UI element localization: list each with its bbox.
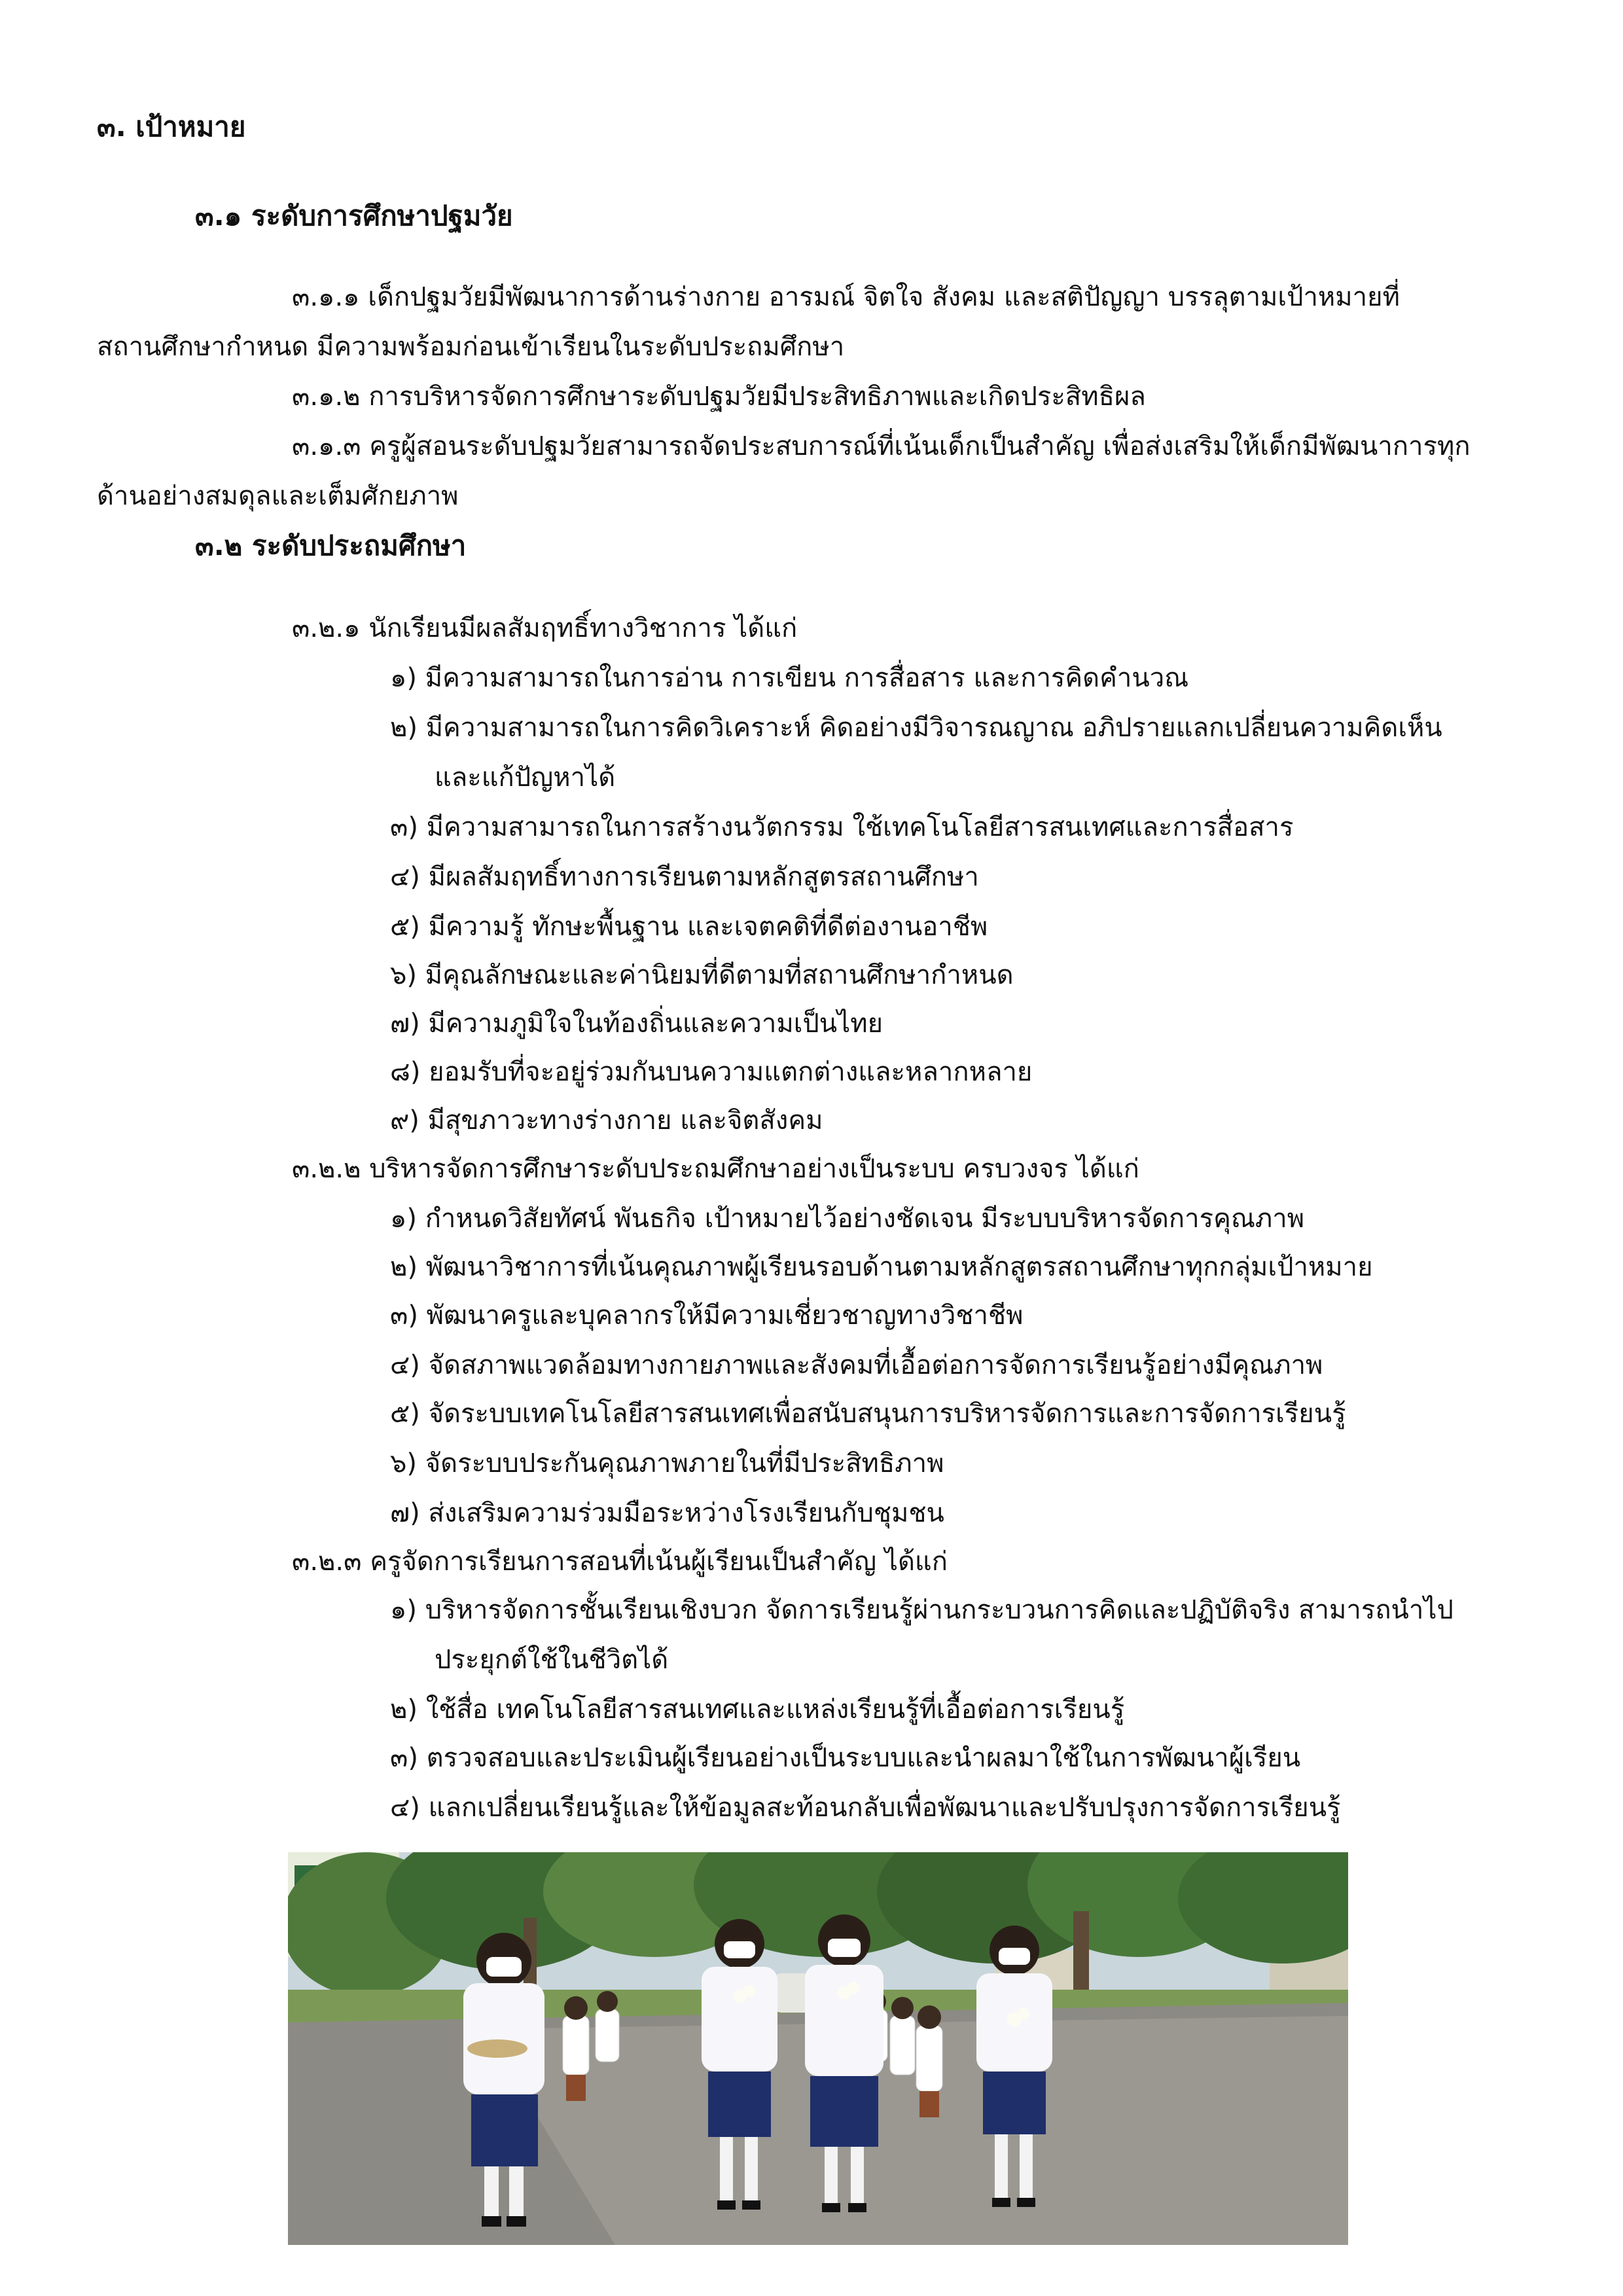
list-item: ๓) พัฒนาครูและบุคลากรให้มีความเชี่ยวชาญทางวิชาชีพ (390, 1300, 1024, 1331)
list-item: ๓) ตรวจสอบและประเมินผู้เรียนอย่างเป็นระบบและนำผลมาใช้ในการพัฒนาผู้เรียน (390, 1743, 1301, 1773)
list-item: ๕) มีความรู้ ทักษะพื้นฐาน และเจตคติที่ดีต่องานอาชีพ (390, 912, 988, 942)
list-item: ๖) จัดระบบประกันคุณภาพภายในที่มีประสิทธิภาพ (390, 1448, 944, 1479)
list-item: ๑) บริหารจัดการชั้นเรียนเชิงบวก จัดการเรียนรู้ผ่านกระบวนการคิดและปฏิบัติจริง สามารถนำไป (390, 1595, 1454, 1625)
sub-3-2-2-title: ๓.๒.๒ บริหารจัดการศึกษาระดับประถมศึกษาอย่างเป็นระบบ ครบวงจร ได้แก่ (292, 1154, 1139, 1184)
list-item: ๒) พัฒนาวิชาการที่เน้นคุณภาพผู้เรียนรอบด้านตามหลักสูตรสถานศึกษาทุกกลุ่มเป้าหมาย (390, 1252, 1373, 1282)
list-item: ๔) แลกเปลี่ยนเรียนรู้และให้ข้อมูลสะท้อนกลับเพื่อพัฒนาและปรับปรุงการจัดการเรียนรู้ (390, 1793, 1341, 1823)
item-3-1-1-line2: สถานศึกษากำหนด มีความพร้อมก่อนเข้าเรียนในระดับประถมศึกษา (97, 332, 845, 362)
item-3-1-3-line1: ๓.๑.๓ ครูผู้สอนระดับปฐมวัยสามารถจัดประสบการณ์ที่เน้นเด็กเป็นสำคัญ เพื่อส่งเสริมให้เด็กมีพัฒนาการทุก (292, 431, 1471, 461)
list-item: ๔) จัดสภาพแวดล้อมทางกายภาพและสังคมที่เอื้อต่อการจัดการเรียนรู้อย่างมีคุณภาพ (390, 1350, 1323, 1380)
section-3-2-title: ๓.๒ ระดับประถมศึกษา (195, 529, 467, 562)
students-photo (288, 1852, 1348, 2245)
list-item: ๕) จัดระบบเทคโนโลยีสารสนเทศเพื่อสนับสนุนการบริหารจัดการและการจัดการเรียนรู้ (390, 1399, 1346, 1429)
item-3-1-3-line2: ด้านอย่างสมดุลและเต็มศักยภาพ (97, 481, 459, 511)
list-item: ๓) มีความสามารถในการสร้างนวัตกรรม ใช้เทคโนโลยีสารสนเทศและการสื่อสาร (390, 812, 1294, 842)
list-item: ๘) ยอมรับที่จะอยู่ร่วมกันบนความแตกต่างและหลากหลาย (390, 1057, 1033, 1087)
list-item: ๑) มีความสามารถในการอ่าน การเขียน การสื่อสาร และการคิดคำนวณ (390, 663, 1189, 693)
item-3-1-1-line1: ๓.๑.๑ เด็กปฐมวัยมีพัฒนาการด้านร่างกาย อารมณ์ จิตใจ สังคม และสติปัญญา บรรลุตามเป้าหมายที่ (292, 282, 1400, 312)
list-item: ๙) มีสุขภาวะทางร่างกาย และจิตสังคม (390, 1105, 823, 1136)
list-item: ๗) ส่งเสริมความร่วมมือระหว่างโรงเรียนกับชุมชน (390, 1498, 944, 1528)
list-item: ๔) มีผลสัมฤทธิ์ทางการเรียนตามหลักสูตรสถานศึกษา (390, 862, 979, 892)
item-3-1-2: ๓.๑.๒ การบริหารจัดการศึกษาระดับปฐมวัยมีประสิทธิภาพและเกิดประสิทธิผล (292, 382, 1146, 412)
section-heading: ๓. เป้าหมาย (97, 111, 246, 143)
list-item: ๒) มีความสามารถในการคิดวิเคราะห์ คิดอย่างมีวิจารณญาณ อภิปรายแลกเปลี่ยนความคิดเห็น (390, 713, 1442, 743)
section-3-1-title: ๓.๑ ระดับการศึกษาปฐมวัย (195, 200, 513, 232)
list-item-continuation: ประยุกต์ใช้ในชีวิตได้ (435, 1645, 669, 1675)
list-item: ๒) ใช้สื่อ เทคโนโลยีสารสนเทศและแหล่งเรียนรู้ที่เอื้อต่อการเรียนรู้ (390, 1695, 1125, 1725)
list-item: ๖) มีคุณลักษณะและค่านิยมที่ดีตามที่สถานศึกษากำหนด (390, 960, 1014, 990)
list-item: ๗) มีความภูมิใจในท้องถิ่นและความเป็นไทย (390, 1009, 883, 1039)
list-item-continuation: และแก้ปัญหาได้ (435, 762, 616, 793)
sub-3-2-1-title: ๓.๒.๑ นักเรียนมีผลสัมฤทธิ์ทางวิชาการ ได้แก่ (292, 613, 798, 643)
sub-3-2-3-title: ๓.๒.๓ ครูจัดการเรียนการสอนที่เน้นผู้เรียนเป็นสำคัญ ได้แก่ (292, 1547, 948, 1577)
list-item: ๑) กำหนดวิสัยทัศน์ พันธกิจ เป้าหมายไว้อย่างชัดเจน มีระบบบริหารจัดการคุณภาพ (390, 1204, 1305, 1234)
